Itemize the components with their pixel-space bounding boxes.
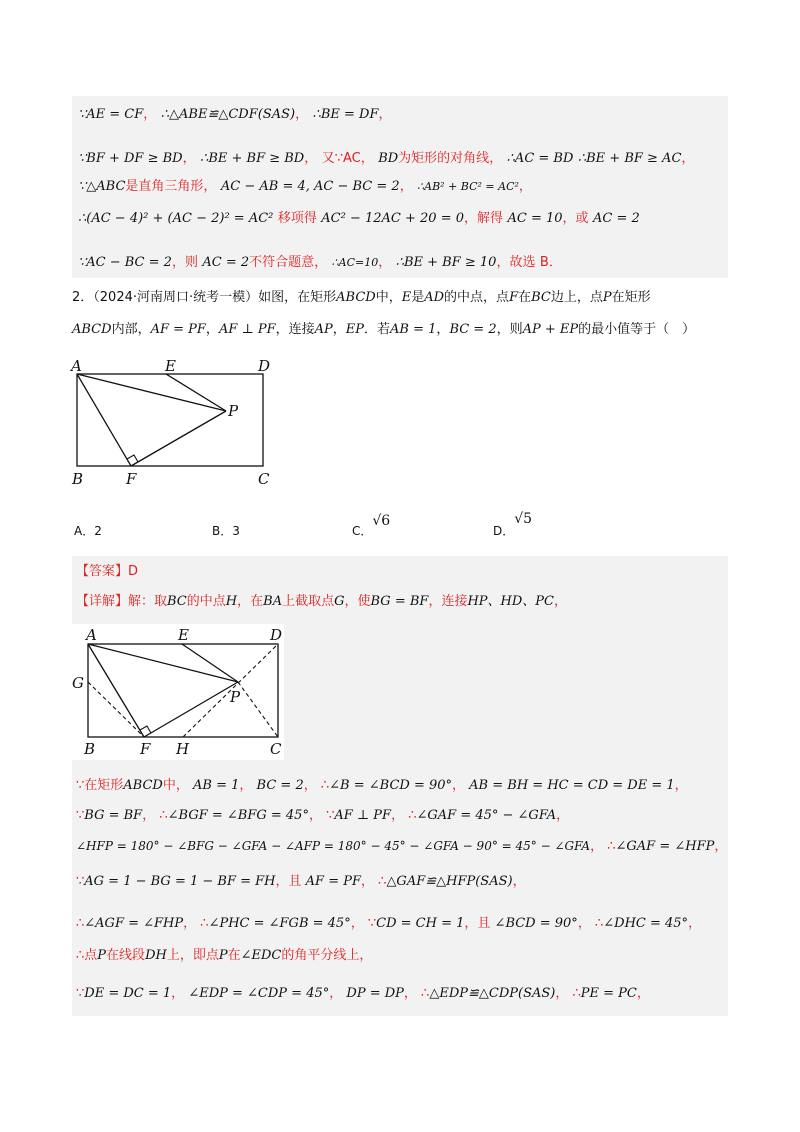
segment-af [77, 374, 131, 466]
question-2-line-1: 2．（2024·河南周口·统考一模）如图，在矩形ABCD中，E是AD的中点，点F在BC边上，点P在矩形 [72, 290, 651, 305]
detail-step-2: ∵BG = BF， ∴∠BGF = ∠BFG = 45°， ∵AF ⊥ PF， ∴∠GAF = 45° − ∠GFA， [76, 808, 570, 823]
label-b: B [72, 470, 84, 487]
label-h: H [176, 740, 190, 758]
rectangle-figure-1 [68, 352, 288, 487]
previous-solution-block [72, 96, 728, 278]
label-c: C [270, 740, 282, 758]
detail-step-7: ∵DE = DC = 1， ∠EDP = ∠CDP = 45°， DP = DP， ∴△EDP≌△CDP(SAS)， ∴PE = PC， [76, 986, 650, 1001]
label-a: A [71, 357, 82, 375]
choice-b[interactable]: B．3 [212, 524, 240, 538]
choice-a[interactable]: A．2 [74, 524, 102, 538]
label-e: E [178, 626, 189, 644]
detail-step-3: ∠HFP = 180° − ∠BFG − ∠GFA − ∠AFP = 180° − 45° − ∠GFA − 90° = 45° − ∠GFA， ∴∠GAF = ∠HFP， [76, 839, 728, 854]
segment-ap [77, 374, 226, 411]
label-p: P [230, 688, 241, 706]
solution-line-4: ∴(AC − 4)² + (AC − 2)² = AC² 移项得 AC² − 12AC + 20 = 0，解得 AC = 10，或 AC = 2 [78, 211, 640, 226]
question-2-line-2: ABCD内部，AF = PF，AF ⊥ PF，连接AP，EP．若AB = 1，BC = 2，则AP + EP的最小值等于（ ） [72, 322, 696, 337]
detail-step-1: ∵在矩形ABCD中， AB = 1， BC = 2， ∴∠B = ∠BCD = 90°， AB = BH = HC = CD = DE = 1， [76, 778, 688, 793]
segment-ep [182, 644, 238, 682]
segment-ep [166, 374, 226, 411]
segment-pf [144, 682, 238, 737]
solution-line-5: ∵AC − BC = 2，则 AC = 2不符合题意， ∴AC=10， ∴BE + BF ≥ 10，故选 B． [78, 255, 562, 270]
detail-line: 【详解】解：取BC的中点H，在BA上截取点G，使BG = BF，连接HP、HD、PC， [76, 594, 568, 609]
label-f: F [140, 740, 151, 758]
choice-d[interactable]: D．√5 [493, 511, 533, 538]
segment-ap [88, 644, 238, 682]
solution-line-3: ∵△ABC是直角三角形， AC − AB = 4, AC − BC = 2， ∴AB² + BC² = AC²， [78, 179, 532, 194]
label-c: C [258, 470, 270, 487]
label-b: B [84, 740, 96, 758]
label-g: G [72, 674, 84, 692]
segment-pc [238, 682, 278, 737]
label-f: F [126, 470, 137, 487]
answer-line: 【答案】D [76, 564, 139, 579]
segment-af [88, 644, 144, 737]
label-a: A [86, 626, 97, 644]
label-p: P [228, 402, 239, 420]
solution-line-2: ∵BF + DF ≥ BD， ∴BE + BF ≥ BD， 又∵AC， BD为矩形的对角线， ∴AC = BD ∴BE + BF ≥ AC， [78, 151, 695, 166]
label-d: D [258, 357, 271, 375]
segment-pf [131, 411, 226, 466]
detail-step-5: ∴∠AGF = ∠FHP， ∴∠PHC = ∠FGB = 45°， ∵CD = CH = 1，且 ∠BCD = 90°， ∴∠DHC = 45°， [76, 916, 702, 931]
choice-c[interactable]: C．√6 [352, 513, 391, 538]
detail-step-4: ∵AG = 1 − BG = 1 − BF = FH，且 AF = PF， ∴△GAF≌△HFP(SAS)， [76, 874, 526, 889]
label-d: D [270, 626, 283, 644]
rectangle-figure-2 [70, 622, 290, 762]
solution-line-1: ∵AE = CF， ∴△ABE≌△CDF(SAS)， ∴BE = DF， [78, 107, 392, 122]
label-e: E [165, 357, 176, 375]
rectangle-abcd [77, 374, 263, 466]
detail-step-6: ∴点P在线段DH上，即点P在∠EDC的角平分线上， [76, 948, 373, 963]
